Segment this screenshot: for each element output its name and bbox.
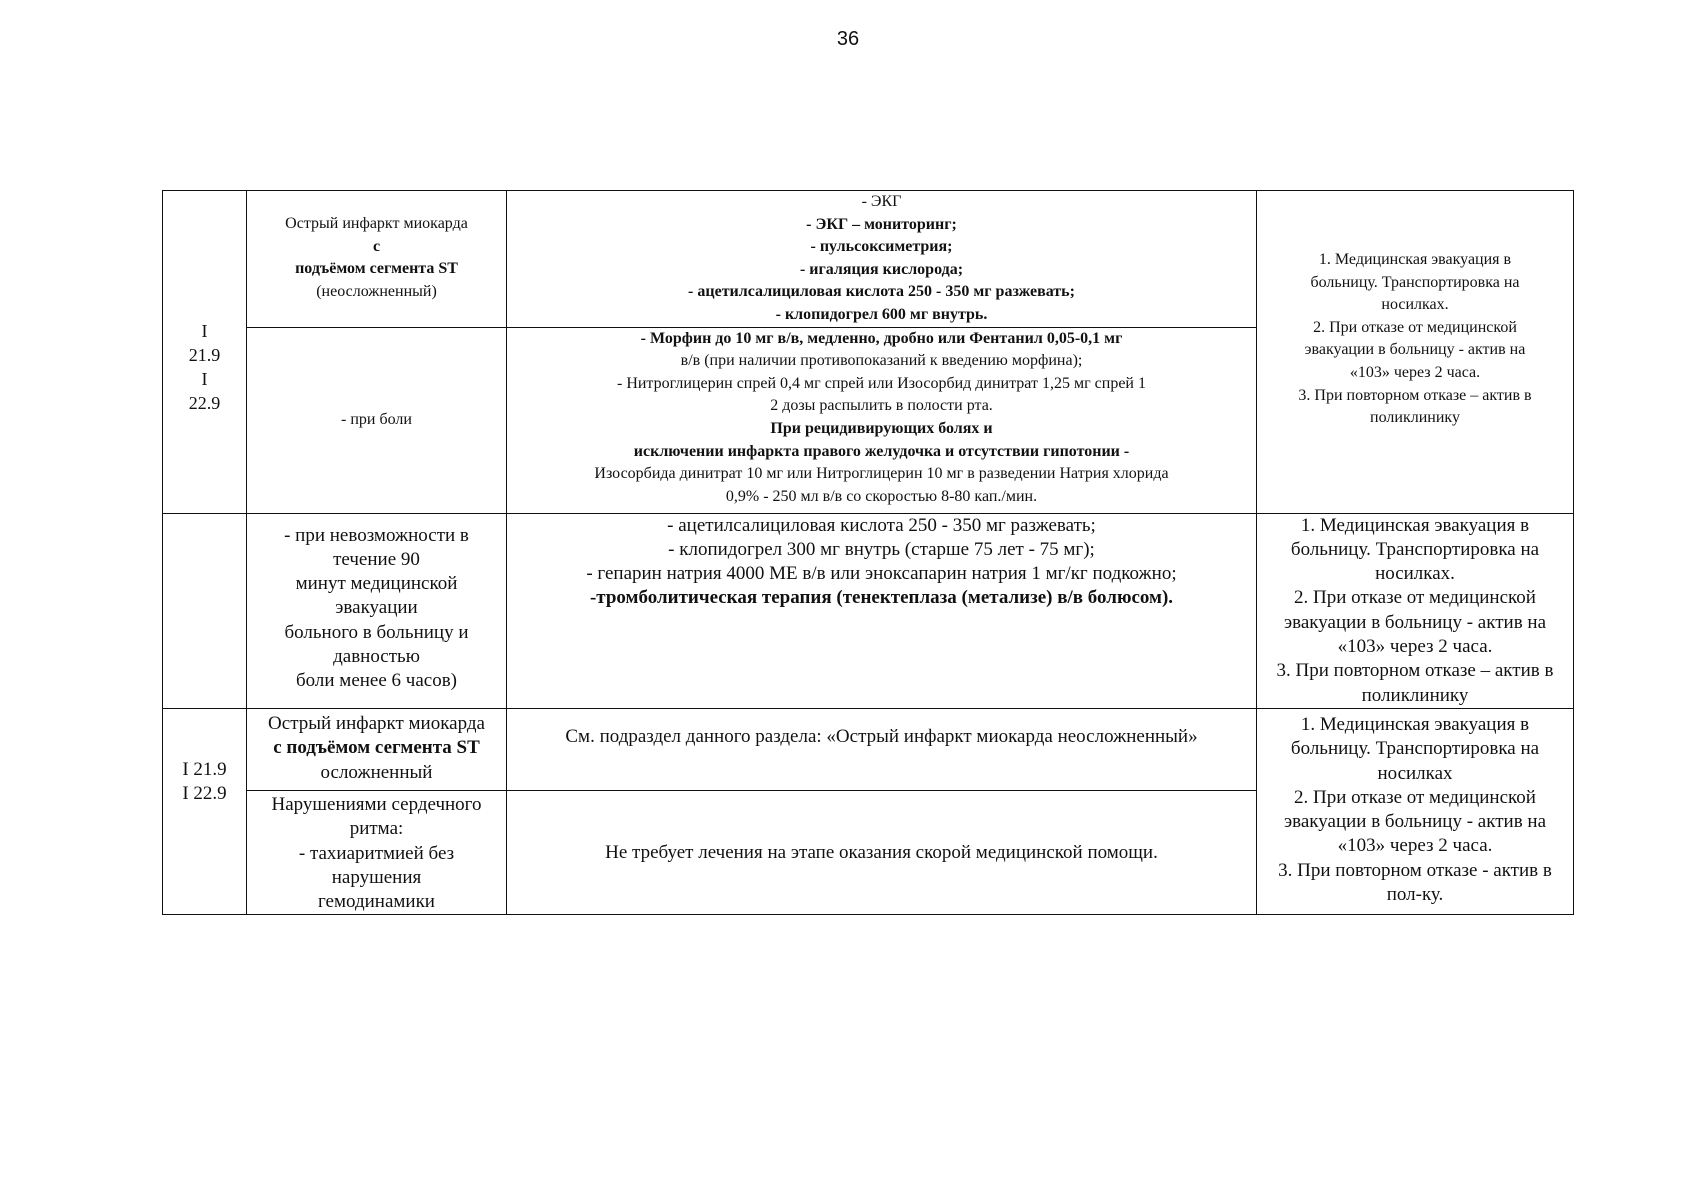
condition-cell	[247, 191, 507, 328]
treatment-text: - гепарин натрия 4000 МЕ в/в или эноксапарин натрия 1 мг/кг подкожно;	[586, 563, 1177, 585]
disposition-text: 3. При повторном отказе – актив в	[1276, 660, 1554, 682]
condition-text: гемодинамики	[318, 891, 435, 913]
treatment-cell	[507, 513, 1257, 708]
treatment-text: - ЭКГ – мониторинг;	[806, 215, 957, 233]
treatment-text: - ацетилсалициловая кислота 250 - 350 мг разжевать;	[667, 514, 1096, 536]
condition-text: Нарушениями сердечного	[271, 793, 482, 815]
disposition-text: эвакуации в больницу - актив на	[1283, 811, 1547, 833]
diagnosis-code: I 21.9	[182, 758, 227, 780]
condition-text: (неосложненный)	[316, 282, 437, 300]
diagnosis-code-cell	[163, 708, 247, 914]
diagnosis-code: 21.9	[188, 344, 221, 365]
treatment-cell	[507, 327, 1257, 513]
condition-text: осложненный	[320, 761, 433, 783]
treatment-text: 2 дозы распылить в полости рта.	[770, 397, 993, 415]
disposition-text: носилках	[1377, 762, 1453, 784]
treatment-text: См. подраздел данного раздела: «Острый инфаркт миокарда неосложненный»	[565, 725, 1198, 747]
condition-cell	[247, 513, 507, 708]
treatment-text: -тромболитическая терапия (тенектеплаза (метализе) в/в болюсом).	[589, 587, 1174, 609]
disposition-cell	[1257, 513, 1574, 708]
diagnosis-code: I	[201, 320, 208, 341]
disposition-text: 2. При отказе от медицинской	[1294, 587, 1536, 609]
diagnosis-code: I 22.9	[182, 782, 227, 804]
treatment-text: При рецидивирующих болях и	[770, 419, 993, 437]
disposition-text: пол-ку.	[1386, 884, 1444, 906]
disposition-text: 1. Медицинская эвакуация в	[1318, 251, 1512, 268]
disposition-text: больницу. Транспортировка на	[1310, 273, 1520, 291]
disposition-text: 2. При отказе от медицинской	[1313, 318, 1517, 336]
condition-text: ритма:	[349, 818, 404, 840]
treatment-cell	[507, 708, 1257, 790]
disposition-text: «103» через 2 часа.	[1337, 835, 1493, 857]
disposition-text: 2. При отказе от медицинской	[1294, 786, 1536, 808]
condition-text: - при боли	[341, 410, 412, 428]
condition-text: Острый инфаркт миокарда	[268, 712, 485, 734]
treatment-text: Изосорбида динитрат 10 мг или Нитроглицерин 10 мг в разведении Натрия хлорида	[594, 465, 1169, 483]
treatment-text: в/в (при наличии противопоказаний к введению морфина);	[680, 352, 1083, 370]
condition-text: минут медицинской	[295, 573, 458, 595]
disposition-text: больницу. Транспортировка на	[1290, 538, 1540, 560]
disposition-text: 1. Медицинская эвакуация в	[1300, 514, 1530, 536]
treatment-text: Не требует лечения на этапе оказания скорой медицинской помощи.	[605, 841, 1158, 863]
condition-text: боли менее 6 часов)	[295, 670, 458, 692]
disposition-text: 3. При повторном отказе - актив в	[1278, 859, 1552, 881]
diagnosis-code: 22.9	[188, 392, 221, 413]
condition-text: Острый инфаркт миокарда	[285, 215, 468, 232]
condition-cell	[247, 708, 507, 790]
treatment-text: - Морфин до 10 мг в/в, медленно, дробно или Фентанил 0,05-0,1 мг	[640, 329, 1123, 347]
table-row	[163, 708, 1574, 790]
protocol-table	[162, 190, 1574, 915]
disposition-text: поликлинику	[1370, 409, 1460, 427]
treatment-text: исключении инфаркта правого желудочка и отсутствии гипотонии -	[633, 442, 1130, 460]
treatment-text: - пульсоксиметрия;	[810, 238, 953, 256]
disposition-text: эвакуации в больницу - актив на	[1283, 611, 1547, 633]
page-number: 36	[836, 28, 860, 50]
disposition-text: «103» через 2 часа.	[1337, 636, 1493, 658]
condition-text: - при невозможности в	[284, 524, 469, 546]
disposition-text: 3. При повторном отказе – актив в	[1298, 386, 1532, 404]
condition-cell	[247, 327, 507, 513]
treatment-cell	[507, 790, 1257, 914]
diagnosis-code-cell	[163, 191, 247, 514]
disposition-text: «103» через 2 часа.	[1349, 363, 1481, 381]
condition-text: нарушения	[331, 866, 422, 888]
treatment-text: - Нитроглицерин спрей 0,4 мг спрей или Изосорбид динитрат 1,25 мг спрей 1	[616, 374, 1146, 392]
diagnosis-code-cell	[163, 513, 247, 708]
disposition-text: носилках.	[1381, 296, 1449, 314]
treatment-text: - ЭКГ	[861, 193, 902, 210]
disposition-text: поликлинику	[1361, 684, 1469, 706]
table-row	[163, 513, 1574, 708]
condition-text: подъёмом сегмента ST	[295, 260, 458, 278]
condition-text: - тахиаритмией без	[298, 842, 455, 864]
treatment-text: - игаляция кислорода;	[799, 260, 964, 278]
condition-text: больного в больницу и	[284, 621, 469, 643]
condition-text: давностью	[333, 646, 420, 668]
diagnosis-code: I	[201, 368, 208, 389]
disposition-text: 1. Медицинская эвакуация в	[1300, 713, 1530, 735]
disposition-cell	[1257, 191, 1574, 514]
treatment-text: - ацетилсалициловая кислота 250 - 350 мг разжевать;	[688, 283, 1075, 301]
treatment-text: - клопидогрел 600 мг внутрь.	[775, 305, 988, 323]
disposition-text: эвакуации в больницу - актив на	[1304, 341, 1526, 359]
treatment-text: - клопидогрел 300 мг внутрь (старше 75 лет - 75 мг);	[668, 538, 1095, 560]
treatment-cell	[507, 191, 1257, 328]
condition-cell	[247, 790, 507, 914]
treatment-text: 0,9% - 250 мл в/в со скоростью 8-80 кап./мин.	[725, 487, 1038, 505]
condition-text: с подъёмом сегмента ST	[273, 737, 480, 759]
table-row	[163, 191, 1574, 328]
condition-text: эвакуации	[335, 597, 418, 619]
disposition-text: носилках.	[1375, 563, 1455, 585]
condition-text: с	[372, 237, 381, 255]
disposition-cell	[1257, 708, 1574, 914]
condition-text: течение 90	[333, 548, 420, 570]
disposition-text: больницу. Транспортировка на	[1290, 738, 1540, 760]
